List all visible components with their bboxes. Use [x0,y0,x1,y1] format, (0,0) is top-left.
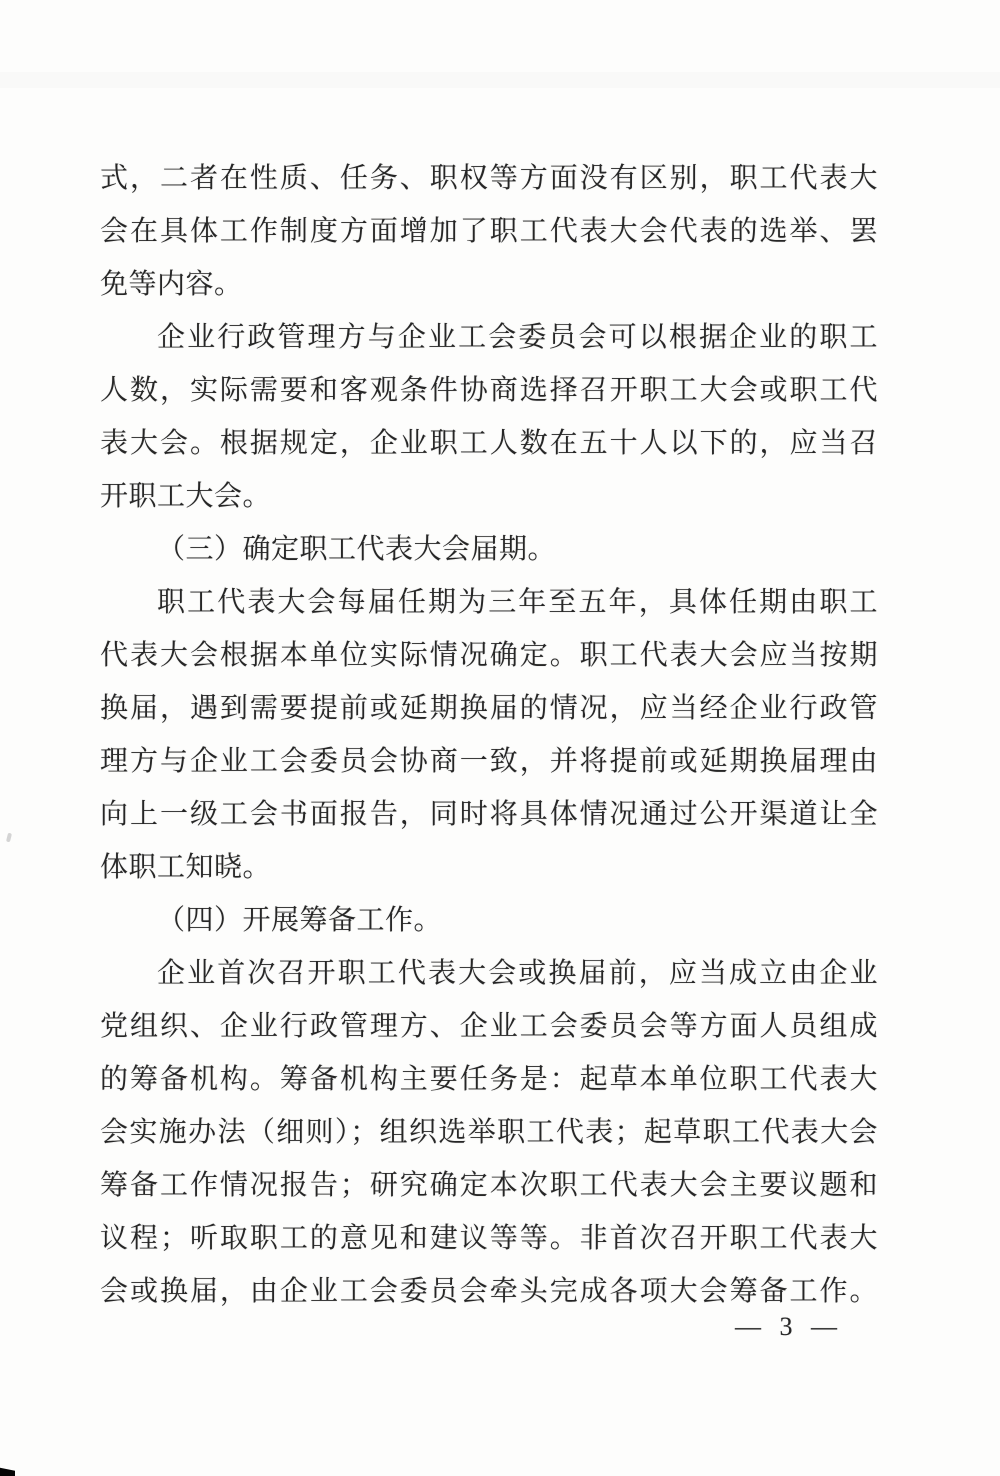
text-line: 企业行政管理方与企业工会委员会可以根据企业的职工 [157,322,878,353]
text-line: 人数，实际需要和客观条件协商选择召开职工大会或职工代 [100,375,878,406]
text-line: （三）确定职工代表大会届期。 [157,534,557,565]
scan-artifact-band [0,72,1000,88]
text-line: 免等内容。 [100,269,243,300]
text-line: 体职工知晓。 [100,852,272,883]
text-line: 的筹备机构。筹备机构主要任务是：起草本单位职工代表大 [100,1064,878,1095]
text-line: 理方与企业工会委员会协商一致，并将提前或延期换届理由 [100,746,878,777]
text-line: 筹备工作情况报告；研究确定本次职工代表大会主要议题和 [100,1170,878,1201]
text-line: 会实施办法（细则）；组织选举职工代表；起草职工代表大会 [100,1117,878,1148]
text-line: 企业首次召开职工代表大会或换届前，应当成立由企业 [157,958,878,989]
page-number: — 3 — [735,1312,843,1341]
text-line: 会或换届，由企业工会委员会牵头完成各项大会筹备工作。 [100,1276,878,1307]
text-line: 向上一级工会书面报告，同时将具体情况通过公开渠道让全 [100,799,878,830]
scan-artifact-corner [0,1463,15,1476]
text-line: 议程；听取职工的意见和建议等等。非首次召开职工代表大 [100,1223,878,1254]
text-line: （四）开展筹备工作。 [157,905,443,936]
text-line: 换届，遇到需要提前或延期换届的情况，应当经企业行政管 [100,693,878,724]
document-body [100,152,878,1318]
scan-artifact-speck [6,833,12,843]
text-line: 党组织、企业行政管理方、企业工会委员会等方面人员组成 [100,1011,878,1042]
text-line: 式，二者在性质、任务、职权等方面没有区别，职工代表大 [100,163,878,194]
text-line: 会在具体工作制度方面增加了职工代表大会代表的选举、罢 [100,216,878,247]
text-line: 职工代表大会每届任期为三年至五年，具体任期由职工 [157,587,878,618]
text-line: 表大会。根据规定，企业职工人数在五十人以下的，应当召 [100,428,878,459]
text-line: 代表大会根据本单位实际情况确定。职工代表大会应当按期 [100,640,878,671]
text-line: 开职工大会。 [100,481,272,512]
